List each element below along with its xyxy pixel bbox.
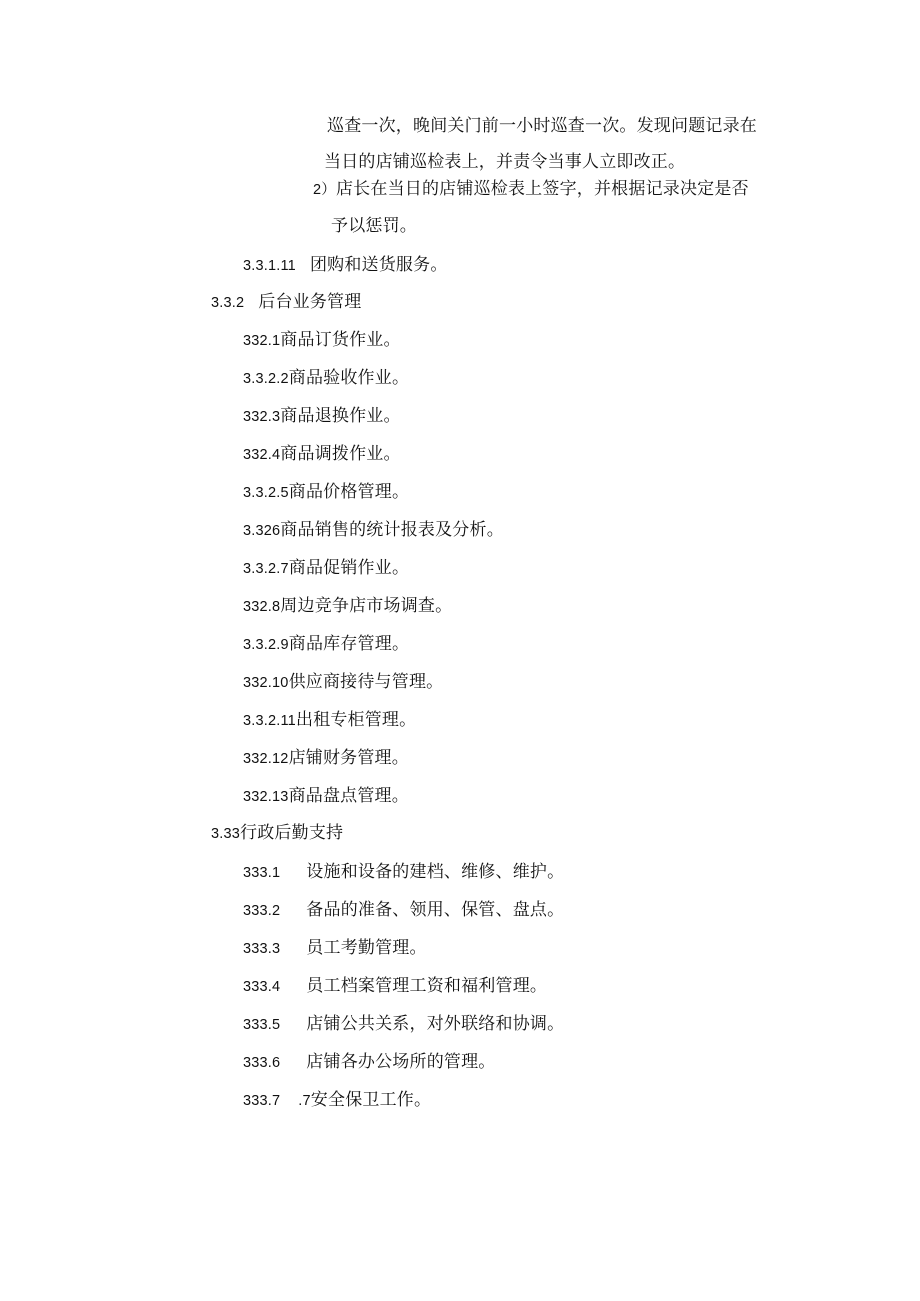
list-item-sub-number: .7 — [298, 1093, 311, 1109]
list-item — [243, 328, 401, 353]
list-item-text: 商品促销作业。 — [288, 558, 410, 578]
list-item — [243, 670, 443, 695]
list-item — [243, 1050, 496, 1075]
heading-number: 3.33 — [211, 826, 241, 842]
list-item-number: 3.326 — [243, 523, 281, 539]
list-item-text: 商品订货作业。 — [280, 330, 401, 350]
heading-3-3-3 — [211, 821, 343, 846]
list-item — [243, 746, 409, 771]
list-item-text: 员工档案管理工资和福利管理。 — [306, 976, 548, 996]
list-item — [243, 974, 547, 999]
heading-title: 行政后勤支持 — [240, 823, 344, 843]
heading-3-3-2 — [211, 290, 361, 315]
list-item-number: 333.3 — [243, 941, 281, 957]
list-item — [243, 860, 564, 885]
list-item — [243, 632, 409, 657]
list-item-text: 商品库存管理。 — [288, 634, 410, 654]
list-item-number: 3.3.2.7 — [243, 561, 289, 577]
intro-line-1: 巡查一次，晚间关门前一小时巡查一次。发现问题记录在 — [327, 116, 757, 136]
list-item — [243, 1012, 564, 1037]
list-item-text: 店铺公共关系，对外联络和协调。 — [306, 1014, 565, 1034]
list-item-number: 3.3.2.2 — [243, 371, 289, 387]
list-item-text: 设施和设备的建档、维修、维护。 — [306, 862, 565, 882]
list-item-number: 333.1 — [243, 865, 281, 881]
list-item-number: 333.2 — [243, 903, 281, 919]
list-item-text: 商品价格管理。 — [288, 482, 410, 502]
list-item-number: 332.3 — [243, 409, 281, 425]
list-item-number: 3.3.2.11 — [243, 713, 296, 729]
list-item-number: 333.7 — [243, 1093, 281, 1109]
list-item-text: 备品的准备、领用、保管、盘点。 — [306, 900, 565, 920]
list-item-number: 333.5 — [243, 1017, 281, 1033]
list-item — [243, 936, 427, 961]
list-item-text: 店铺各办公场所的管理。 — [306, 1052, 496, 1072]
section-number: 3.3.1.11 — [243, 258, 296, 274]
list-item — [243, 518, 504, 543]
list-item-text: 周边竞争店市场调查。 — [280, 596, 453, 616]
list-item-text: 商品销售的统计报表及分析。 — [280, 520, 504, 540]
list-item-number: 333.4 — [243, 979, 281, 995]
intro-item-2 — [313, 177, 749, 202]
list-item — [243, 556, 409, 581]
list-item-number: 3.3.2.9 — [243, 637, 289, 653]
intro-line-2: 当日的店铺巡检表上，并责令当事人立即改正。 — [324, 152, 686, 172]
list-item — [243, 784, 409, 809]
intro-item-2-continuation: 予以惩罚。 — [331, 216, 417, 236]
list-item — [243, 1088, 431, 1113]
list-item — [243, 708, 416, 733]
list-item-number: 333.6 — [243, 1055, 281, 1071]
list-item-text: 员工考勤管理。 — [306, 938, 427, 958]
list-item — [243, 898, 564, 923]
list-item-number: 332.8 — [243, 599, 281, 615]
list-item-text: 供应商接待与管理。 — [288, 672, 444, 692]
intro-item-2-number: 2） — [313, 182, 336, 198]
list-item — [243, 442, 401, 467]
list-item-number: 332.1 — [243, 333, 281, 349]
list-item — [243, 594, 452, 619]
list-item-text: 出租专柜管理。 — [295, 710, 417, 730]
list-item — [243, 366, 409, 391]
list-item-text: 商品盘点管理。 — [288, 786, 409, 806]
heading-title: 后台业务管理 — [258, 292, 362, 312]
list-item-number: 332.4 — [243, 447, 281, 463]
list-item-text: 商品调拨作业。 — [280, 444, 401, 464]
heading-number: 3.3.2 — [211, 295, 245, 311]
list-item — [243, 404, 401, 429]
list-item-text: 店铺财务管理。 — [288, 748, 409, 768]
list-item-text: 商品退换作业。 — [280, 406, 401, 426]
section-text: 团购和送货服务。 — [309, 255, 448, 275]
section-3-3-1-11 — [243, 253, 448, 278]
list-item-number: 332.10 — [243, 675, 289, 691]
list-item-text: 商品验收作业。 — [288, 368, 410, 388]
list-item-number: 332.12 — [243, 751, 289, 767]
list-item-number: 3.3.2.5 — [243, 485, 289, 501]
intro-item-2-text: 店长在当日的店铺巡检表上签字，并根据记录决定是否 — [335, 179, 749, 199]
list-item-number: 332.13 — [243, 789, 289, 805]
list-item — [243, 480, 409, 505]
list-item-text: 安全保卫工作。 — [310, 1090, 432, 1110]
